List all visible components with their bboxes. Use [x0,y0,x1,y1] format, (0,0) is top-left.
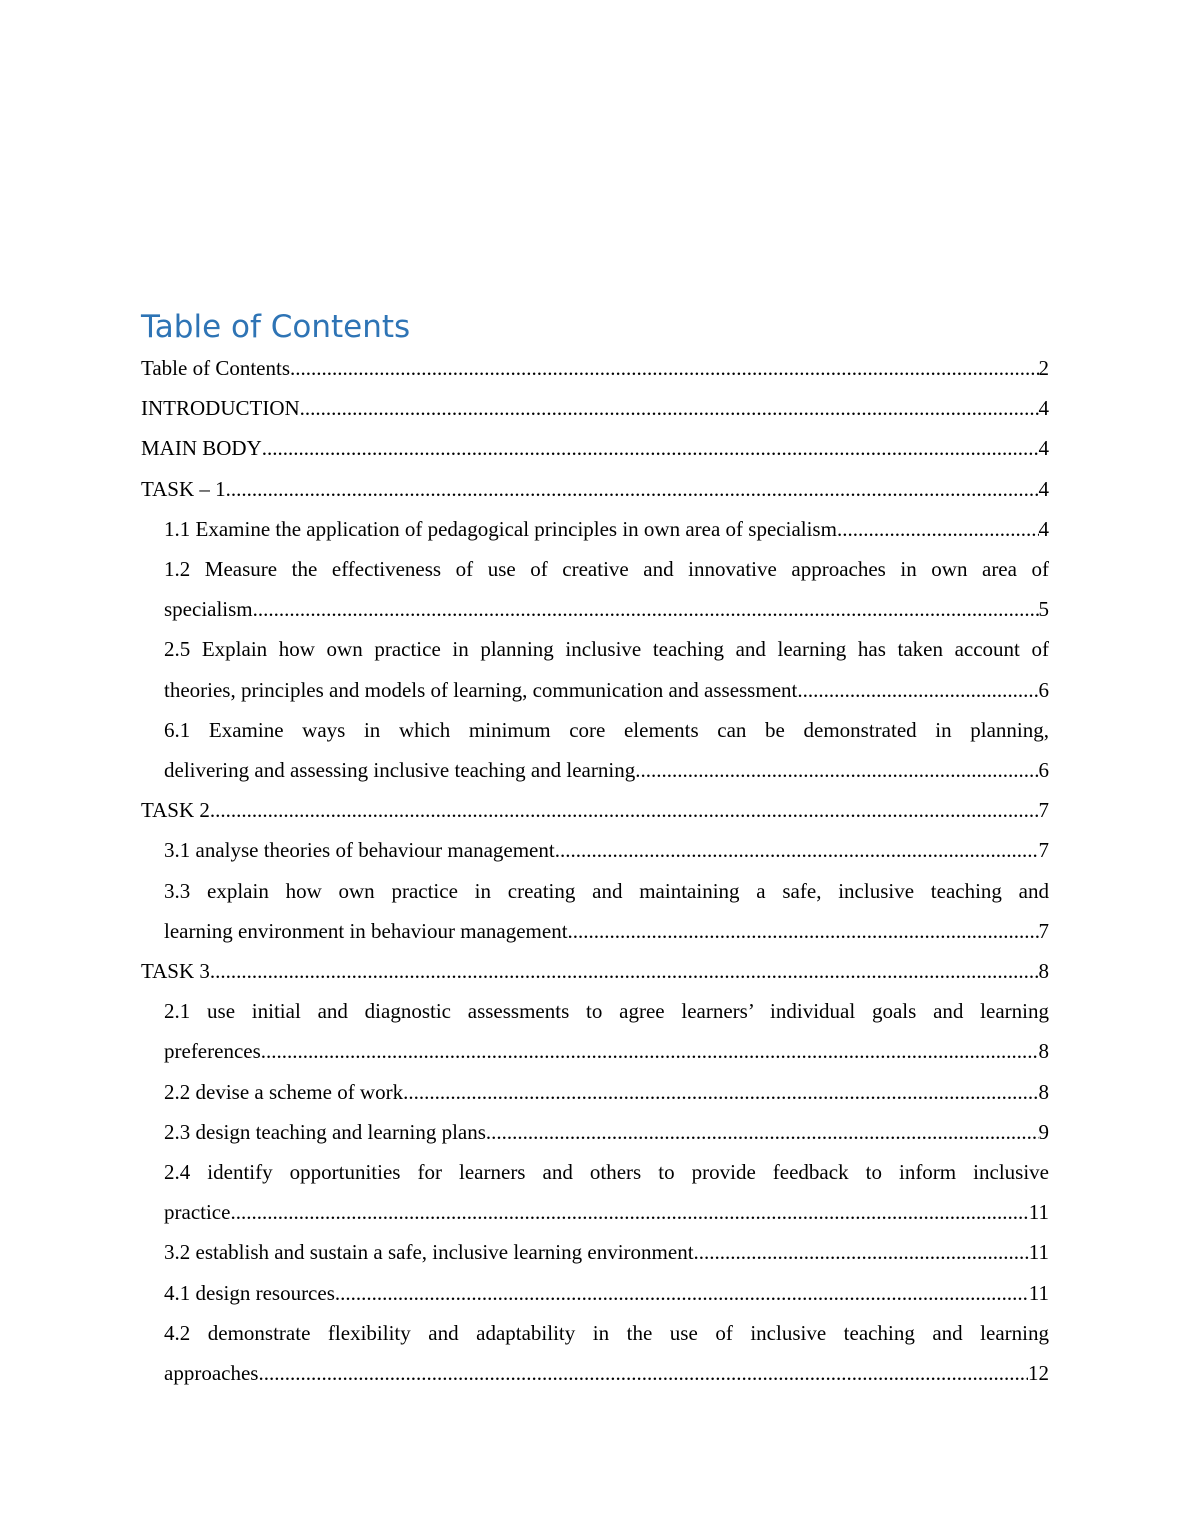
toc-heading: Table of Contents [141,309,411,345]
toc-page-number: 8 [1038,1079,1049,1104]
toc-entry-line [141,428,1049,468]
toc-entry-title: 1.1 Examine the application of pedagogical principles in own area of specialism [164,516,837,541]
toc-entry-title: specialism [164,597,253,622]
toc-entry-line [164,1353,1049,1393]
toc-entry[interactable] [141,991,1049,1071]
toc-dot-leader [797,670,1038,710]
toc-entry[interactable] [141,871,1049,951]
toc-entry-line [164,589,1049,629]
toc-entry-line [164,1072,1049,1112]
toc-entry[interactable] [141,348,1049,388]
toc-page-number: 4 [1038,476,1049,501]
toc-entry-line [164,1232,1049,1272]
toc-page-number: 4 [1038,396,1049,421]
toc-entry[interactable] [141,428,1049,468]
toc-entry-title: MAIN BODY [141,436,262,461]
toc-entry-title-line: 3.3 explain how own practice in creating and maintaining a safe, inclusive teaching and [164,878,1049,903]
toc-dot-leader [253,589,1039,629]
toc-page-number: 7 [1038,918,1049,943]
toc-entry-line [164,1031,1049,1071]
toc-entry-title: 4.1 design resources [164,1280,335,1305]
toc-entry[interactable] [141,469,1049,509]
toc-dot-leader [261,1031,1039,1071]
toc-dot-leader [403,1072,1038,1112]
toc-entry-line [141,348,1049,388]
toc-page-number: 5 [1038,597,1049,622]
toc-entry-title: TASK 3 [141,959,210,984]
toc-entry[interactable] [141,951,1049,991]
toc-entry-line [164,830,1049,870]
toc-entry-line [164,670,1049,710]
toc-page-number: 8 [1038,959,1049,984]
toc-entry-title: 2.3 design teaching and learning plans [164,1119,486,1144]
toc-entry-title: Table of Contents [141,356,290,380]
toc-dot-leader [635,750,1038,790]
toc-entry-line [164,509,1049,549]
toc-entry[interactable] [141,790,1049,830]
toc-dot-leader [335,1273,1029,1313]
toc-entry[interactable] [141,710,1049,790]
toc-entry-line [164,1192,1049,1232]
toc-entry-title-line: 6.1 Examine ways in which minimum core elements can be demonstrated in planning, [164,717,1049,742]
toc-entry-line [164,1273,1049,1313]
toc-entry-line [141,790,1049,830]
toc-entry-line [141,951,1049,991]
toc-entry-title: 2.2 devise a scheme of work [164,1079,404,1104]
toc-entry-title: theories, principles and models of learning, communication and assessment [164,677,798,702]
toc-entry[interactable] [141,1112,1049,1152]
toc-entry-title: learning environment in behaviour management [164,918,568,943]
toc-entry[interactable] [141,1313,1049,1393]
toc-entry[interactable] [141,629,1049,709]
toc-entry-line [164,911,1049,951]
toc-entry-line [141,388,1049,428]
toc-dot-leader [258,1353,1028,1393]
toc-entry-title: 3.2 establish and sustain a safe, inclusive learning environment [164,1240,694,1265]
toc-entry-line [164,750,1049,790]
toc-entry-title-line: 2.1 use initial and diagnostic assessments to agree learners’ individual goals and learning [164,999,1049,1024]
toc-dot-leader [694,1232,1029,1272]
toc-list [141,348,1049,1393]
toc-entry[interactable] [141,1273,1049,1313]
toc-entry-title: preferences [164,1039,261,1064]
toc-entry-title: 3.1 analyse theories of behaviour management [164,838,555,863]
toc-page-number: 8 [1038,1039,1049,1064]
toc-page-number: 6 [1038,677,1049,702]
toc-entry[interactable] [141,830,1049,870]
toc-dot-leader [300,388,1039,428]
toc-entry[interactable] [141,388,1049,428]
toc-entry-title: TASK – 1 [141,476,226,501]
toc-dot-leader [837,509,1039,549]
toc-entry-title: practice [164,1200,231,1225]
toc-dot-leader [290,348,1039,388]
toc-dot-leader [210,951,1039,991]
document-page [141,306,1049,1393]
toc-entry-title-line: 2.5 Explain how own practice in planning inclusive teaching and learning has taken account of [164,637,1049,662]
toc-page-number: 7 [1038,798,1049,823]
toc-entry[interactable] [141,509,1049,549]
toc-entry-title: TASK 2 [141,798,210,823]
toc-entry-title: INTRODUCTION [141,396,300,421]
toc-page-number: 11 [1028,1280,1049,1305]
toc-dot-leader [555,830,1039,870]
toc-dot-leader [568,911,1039,951]
toc-dot-leader [230,1192,1028,1232]
toc-dot-leader [226,469,1039,509]
toc-entry-title: approaches [164,1361,259,1386]
toc-entry-title-line: 2.4 identify opportunities for learners and others to provide feedback to inform inclusive [164,1160,1049,1185]
toc-entry-title-line: 1.2 Measure the effectiveness of use of creative and innovative approaches in own area of [164,557,1049,582]
toc-entry[interactable] [141,1152,1049,1232]
toc-dot-leader [486,1112,1039,1152]
toc-dot-leader [210,790,1039,830]
toc-entry-title: delivering and assessing inclusive teaching and learning [164,758,636,783]
toc-entry[interactable] [141,549,1049,629]
toc-entry[interactable] [141,1232,1049,1272]
toc-page-number: 7 [1038,838,1049,863]
toc-entry-line [164,1112,1049,1152]
toc-page-number: 12 [1028,1361,1049,1386]
toc-page-number: 4 [1038,516,1049,541]
toc-entry-line [141,469,1049,509]
toc-page-number: 11 [1028,1240,1049,1265]
toc-page-number: 6 [1038,758,1049,783]
toc-dot-leader [262,428,1039,468]
toc-entry-title-line: 4.2 demonstrate flexibility and adaptability in the use of inclusive teaching and learning [164,1320,1049,1345]
toc-page-number: 9 [1038,1119,1049,1144]
toc-page-number: 2 [1038,356,1049,380]
toc-entry[interactable] [141,1072,1049,1112]
toc-page-number: 11 [1028,1200,1049,1225]
toc-page-number: 4 [1038,436,1049,461]
